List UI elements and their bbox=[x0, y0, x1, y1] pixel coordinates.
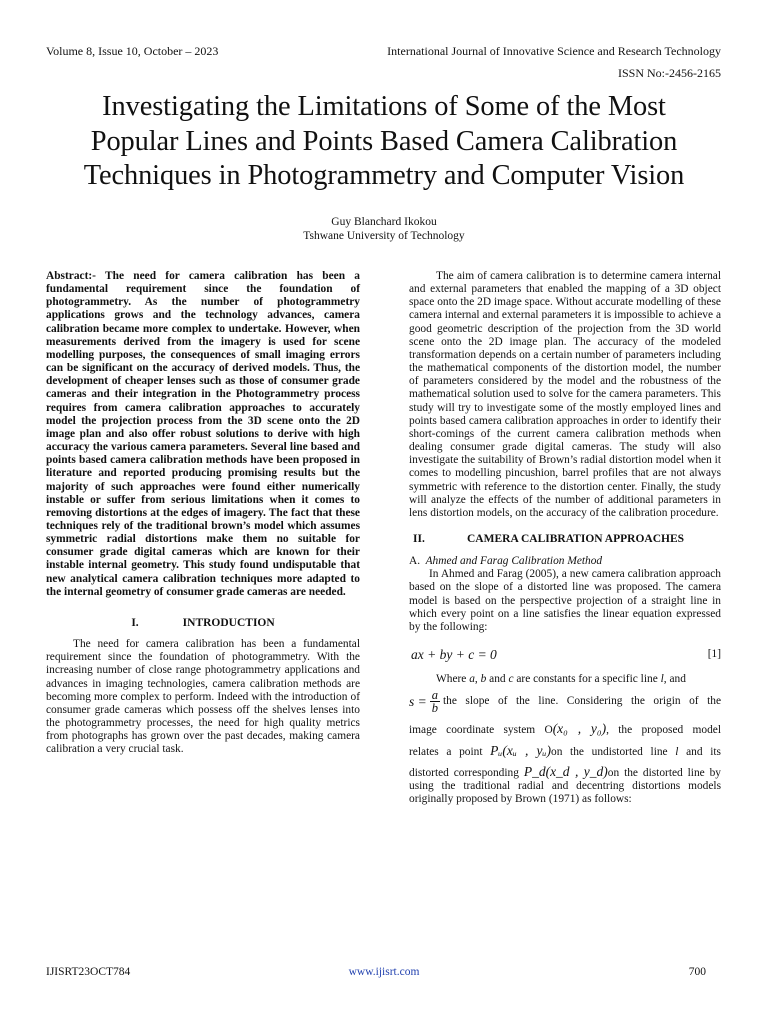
math-point-distorted: P_d(x_d , y_d) bbox=[523, 763, 608, 779]
math-variable: a bbox=[469, 673, 475, 686]
text-fragment: , and bbox=[663, 673, 686, 686]
subsection-paragraph: In Ahmed and Farag (2005), a new camera calibration approach based on the slope of a distorted line was proposed. The camera model is based on the perspective projection of a straight line in which every point on a line satisfies the linear equation expressed by the following: bbox=[409, 568, 721, 633]
section-heading-approaches bbox=[409, 533, 721, 546]
equation-expression: ax + by + c = 0 bbox=[411, 647, 497, 663]
math-variable: l bbox=[675, 745, 679, 758]
fraction-numerator: a bbox=[431, 688, 438, 703]
text-fragment: , the proposed model bbox=[606, 724, 721, 737]
post-eq-line-final: using the traditional radial and decentring distortions models originally proposed by Brown (1971) as follows: bbox=[409, 779, 721, 805]
math-variable: b bbox=[480, 673, 487, 686]
author-affiliation: Tshwane University of Technology bbox=[303, 230, 465, 242]
text-fragment: distorted corresponding bbox=[409, 766, 519, 779]
subsection-title: Ahmed and Farag Calibration Method bbox=[425, 555, 603, 568]
post-eq-line-1 bbox=[409, 673, 721, 686]
text-fragment: and bbox=[486, 673, 509, 686]
footer-website-link[interactable]: www.ijisrt.com bbox=[348, 966, 420, 978]
text-fragment: , bbox=[474, 673, 481, 686]
math-point-undistorted: Pᵤ(xᵤ , yᵤ) bbox=[490, 742, 551, 758]
math-variable: l bbox=[660, 673, 664, 686]
text-fragment: Where bbox=[436, 673, 470, 686]
running-header-volume: Volume 8, Issue 10, October – 2023 bbox=[46, 44, 219, 58]
math-origin: (x₀ , y₀) bbox=[552, 721, 607, 737]
right-column bbox=[409, 270, 721, 806]
title-line: Investigating the Limitations of Some of the Most bbox=[102, 91, 666, 122]
math-variable: c bbox=[508, 673, 514, 686]
section-title: CAMERA CALIBRATION APPROACHES bbox=[467, 532, 685, 545]
post-eq-line-point-d bbox=[409, 765, 721, 780]
section-number: I. bbox=[131, 616, 139, 629]
post-equation-paragraph bbox=[409, 673, 721, 806]
section-title: INTRODUCTION bbox=[182, 616, 275, 629]
author-name: Guy Blanchard Ikokou bbox=[331, 216, 437, 228]
left-column bbox=[46, 270, 360, 756]
text-fragment: image coordinate system O bbox=[409, 724, 553, 737]
post-eq-line-slope bbox=[409, 689, 721, 714]
section-heading-introduction bbox=[46, 617, 360, 630]
aim-paragraph: The aim of camera calibration is to determine camera internal and external parameters that enabled the mapping of a 3D object space onto the 2D image space. Without accurate modelling of these camera internal and external parameters it is impossible to achieve a good geometric description of the projection from the 3D world scene onto the 2D image plan. The accuracy of the modeled transformation depends on a certain number of parameters including the mathematical components of the distortion model, the number of parameters considered by the model and the robustness of the mathematical solution used to solve for the camera parameters. This study will try to investigate some of the mostly employed lines and points based camera calibration approaches in order to identify their short-comings of the current camera calibration methods when dealing consumer grade digital cameras. The study will also investigate the suitability of Brown’s radial distortion model when it comes to modelling pincushion, barrel profiles that are not always symmetric with reference to the distortion center. Finally, the study will analyze the effects of the number of additional parameters in lens distortion models, on the accuracy of the calibration procedure. bbox=[409, 270, 721, 519]
title-line: Techniques in Photogrammetry and Computer Vision bbox=[83, 160, 685, 191]
subsection-label: A. bbox=[409, 555, 421, 568]
text-fragment: and its bbox=[686, 745, 721, 758]
introduction-paragraph: The need for camera calibration has been a fundamental requirement since the foundation of photogrammetry. With the increasing number of close range photogrammetry applications and advances in imaging technologies, camera calibration methods are becoming more complex to perform. Indeed with the introduction of consumer grade cameras which possess off the shelves lenses into the photogrammetry processes, the need for high quality metrics from photographs has grown over the past decades, making camera calibration a very crucial task. bbox=[46, 638, 360, 756]
issn: ISSN No:-2456-2165 bbox=[617, 66, 721, 80]
footer-article-code: IJISRT23OCT784 bbox=[46, 966, 131, 978]
text-fragment: on the distorted line by bbox=[607, 766, 721, 779]
post-eq-line-origin bbox=[409, 722, 721, 737]
text-fragment: are constants for a specific line bbox=[513, 673, 661, 686]
equation-number: [1] bbox=[707, 648, 721, 661]
text-fragment: on the undistorted line bbox=[551, 745, 668, 758]
slope-symbol: s = bbox=[409, 694, 427, 710]
paper-title bbox=[24, 90, 744, 194]
page-number: 700 bbox=[688, 966, 706, 978]
abstract: Abstract:- The need for camera calibration has been a fundamental requirement since the foundation of photogrammetry. As the number of photogrammetry applications grows and the technology advances, camera calibration became more complex to undertake. However, when measurements derived from the imagery is used for scene modelling purposes, the consequences of small imaging errors can be significant on the accuracy of derived models. Thus, the development of cheaper lenses such as those of consumer grade cameras and their integration in the Photogrammetry process requires from camera calibration approaches to accurately model the projection process from the 3D scene onto the 2D image plan and also offer robust solutions to derive with high accuracy the various camera parameters. Several line based and points based camera calibration methods have been proposed in literature and reported producing promising results but the majority of such approaches were found either numerically instable or suffer from serious limitations when it comes to removing distortions at the edges of imagery. The fact that these techniques rely of the traditional brown’s model which assumes symmetric radial distortions make them no suitable for consumer grade digital cameras which are known for their instable internal geometry. This study found undisputable that new analytical camera calibration techniques more adapted to the internal geometry of consumer grade cameras are needed. bbox=[46, 270, 360, 598]
text-fragment: relates a point bbox=[409, 745, 483, 758]
subsection-heading bbox=[409, 555, 721, 568]
post-eq-line-point-u bbox=[409, 744, 721, 759]
running-header-journal: International Journal of Innovative Science and Research Technology bbox=[387, 44, 721, 58]
slope-fraction bbox=[430, 689, 440, 714]
fraction-denominator: b bbox=[431, 701, 438, 716]
text-fragment: the slope of the line. Considering the origin of the bbox=[443, 695, 721, 708]
equation-1 bbox=[409, 648, 721, 661]
section-number: II. bbox=[413, 532, 425, 545]
title-line: Popular Lines and Points Based Camera Calibration bbox=[90, 125, 678, 157]
